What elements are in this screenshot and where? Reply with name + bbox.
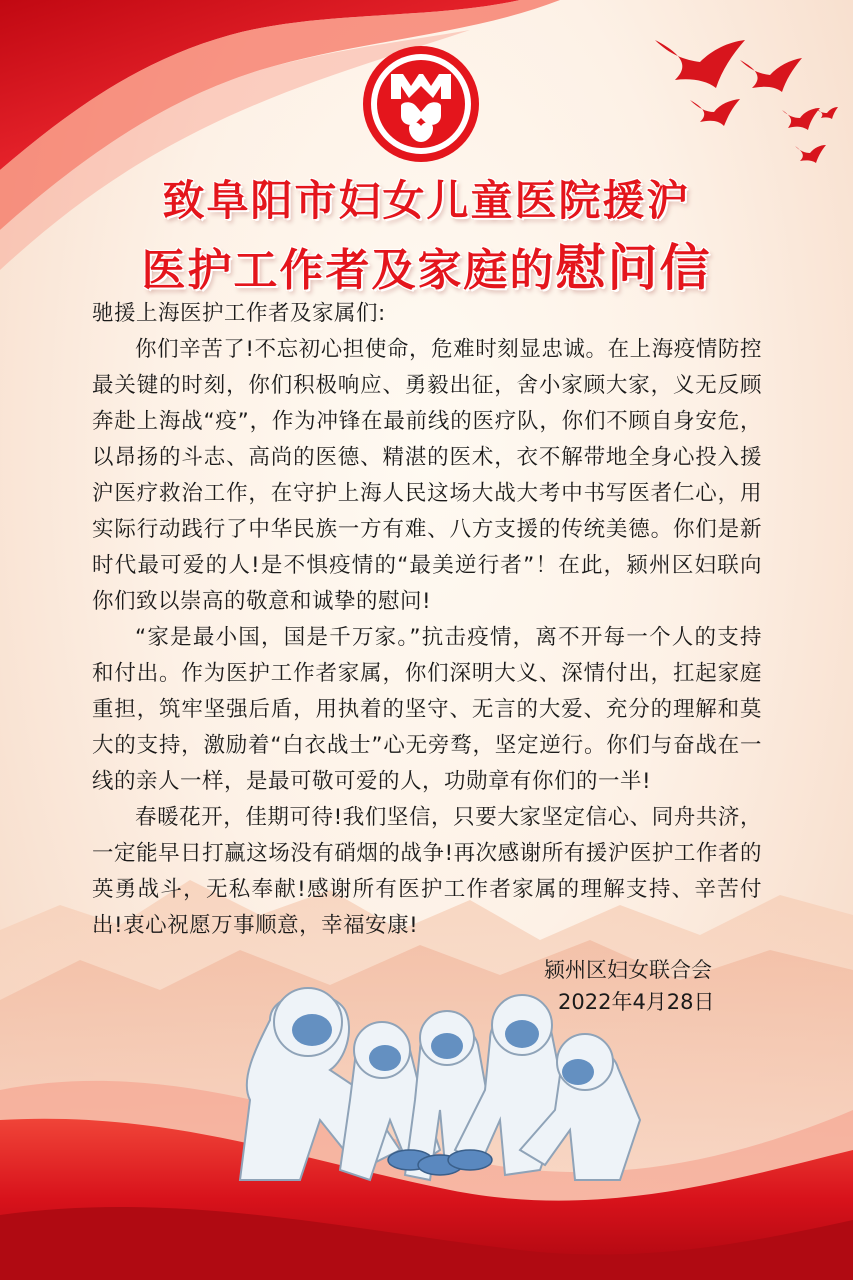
title-line-1: 致阜阳市妇女儿童医院援沪 bbox=[162, 176, 691, 225]
title-line-2-main: 医护工作者及家庭的 bbox=[141, 245, 556, 296]
signature-organization: 颍州区妇女联合会 bbox=[544, 958, 712, 982]
title-line-2 bbox=[0, 228, 853, 300]
letter-salutation: 驰援上海医护工作者及家属们: bbox=[92, 301, 386, 326]
letter-paragraph-3: 春暖花开，佳期可待!我们坚信，只要大家坚定信心、同舟共济，一定能早日打赢这场没有硝烟的战争!再次感谢所有援沪医护工作者的英勇战斗，无私奉献!感谢所有医护工作者家属的理解支持、辛苦付出!衷心祝愿万事顺意，幸福安康! bbox=[92, 805, 762, 938]
women-federation-emblem-icon bbox=[361, 44, 481, 164]
title-line-2-accent: 慰问信 bbox=[555, 238, 712, 297]
letter-paragraph-1: 你们辛苦了!不忘初心担使命，危难时刻显忠诚。在上海疫情防控最关键的时刻，你们积极响应、勇毅出征，舍小家顾大家，义无反顾奔赴上海战“疫”，作为冲锋在最前线的医疗队，你们不顾自身安危，以昂扬的斗志、高尚的医德、精湛的医术，衣不解带地全身心投入援沪医疗救治工作，在守护上海人民这场大战大考中书写医者仁心，用实际行动践行了中华民族一方有难、八方支援的传统美德。你们是新时代最可爱的人!是不惧疫情的“最美逆行者”！在此，颍州区妇联向你们致以崇高的敬意和诚挚的慰问! bbox=[92, 337, 762, 614]
letter-paragraph-2: “家是最小国，国是千万家。”抗击疫情，离不开每一个人的支持和付出。作为医护工作者家属，你们深明大义、深情付出，扛起家庭重担，筑牢坚强后盾，用执着的坚守、无言的大爱、充分的理解和莫大的支持，激励着“白衣战士”心无旁骛，坚定逆行。你们与奋战在一线的亲人一样，是最可敬可爱的人，功勋章有你们的一半! bbox=[92, 625, 762, 794]
signature-date: 2022年4月28日 bbox=[558, 990, 715, 1014]
letter-body bbox=[92, 296, 762, 944]
